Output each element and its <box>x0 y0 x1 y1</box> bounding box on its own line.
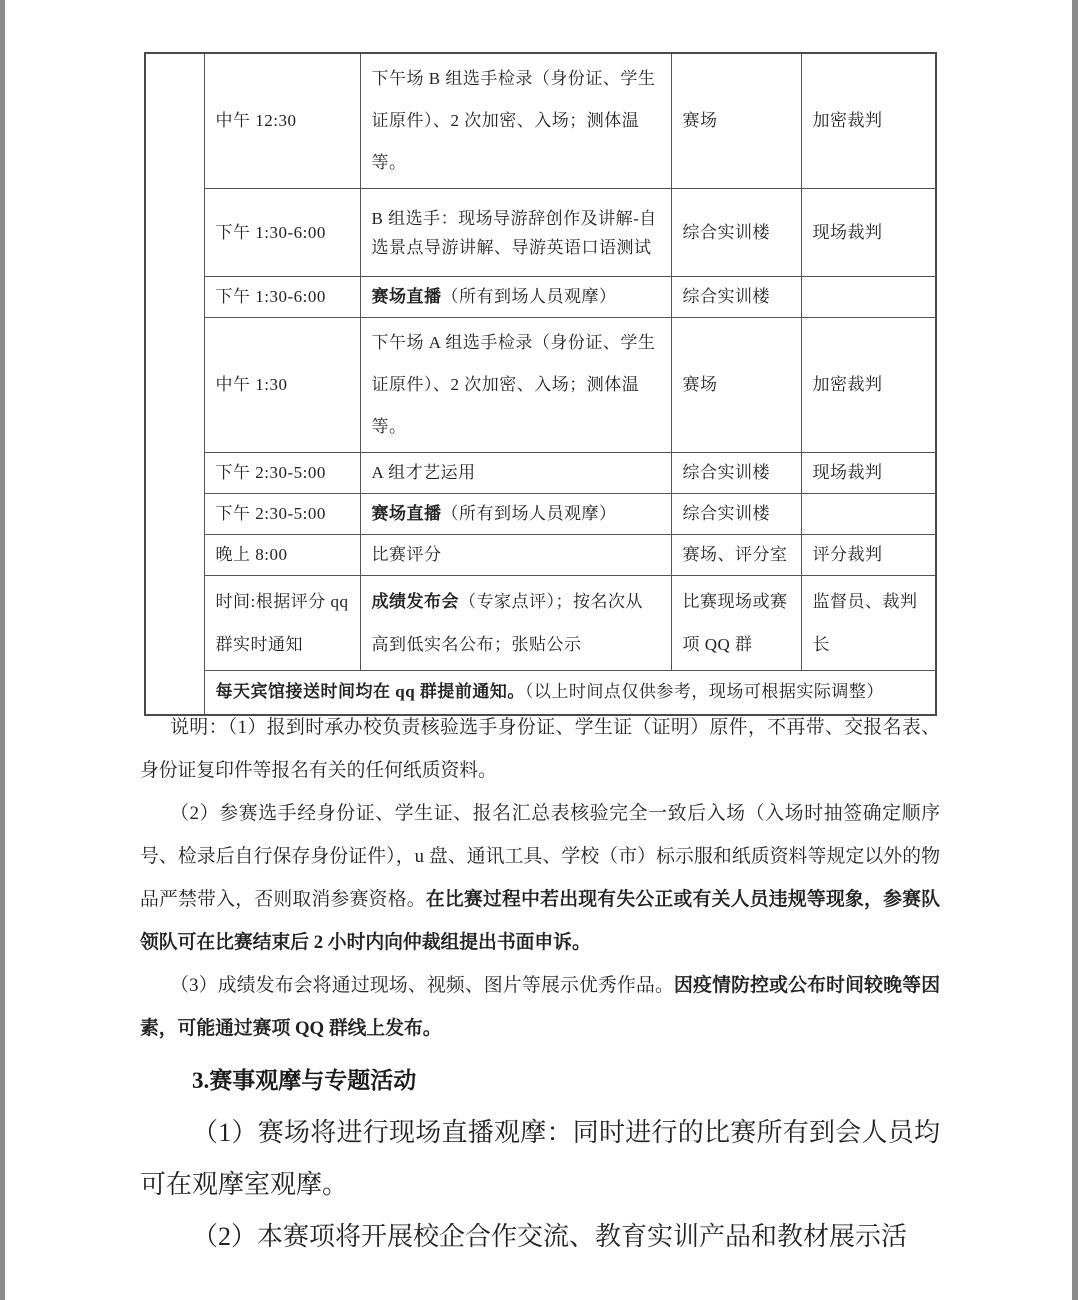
judge-cell <box>801 494 936 535</box>
text: 下午场 B 组选手检录（身份证、学生证原件）、2 次加密、入场；测体温等。 <box>371 69 656 172</box>
time-cell: 中午 1:30 <box>204 318 360 453</box>
time-cell: 中午 12:30 <box>204 53 360 189</box>
judge-cell <box>801 277 936 318</box>
time-cell: 下午 1:30-6:00 <box>204 189 360 277</box>
activity-cell <box>360 53 671 189</box>
judge-cell: 加密裁判 <box>801 53 936 189</box>
table-row <box>145 535 936 576</box>
time-cell: 下午 2:30-5:00 <box>204 453 360 494</box>
text: （2）参赛选手经身份证、学生证、报名汇总表核验完全一致后入场（入场时抽签确定顺序号、检录后自行保存身份证件），u 盘、通讯工具、学校（市）标示服和纸质资料等规定以外的物品严禁带入，否则取消参赛资格。 <box>140 803 940 910</box>
table-row <box>145 53 936 189</box>
judge-cell: 监督员、裁判长 <box>801 576 936 671</box>
location-cell: 综合实训楼 <box>671 494 801 535</box>
table-row <box>145 189 936 277</box>
activity-cell <box>360 277 671 318</box>
right-edge-bar <box>1072 0 1078 1300</box>
notes <box>140 706 940 1050</box>
text: A 组才艺运用 <box>371 463 476 482</box>
activity-cell <box>360 535 671 576</box>
text: （3）成绩发布会将通过现场、视频、图片等展示优秀作品。 <box>170 975 675 996</box>
activity-cell <box>360 318 671 453</box>
section-heading: 3.赛事观摩与专题活动 <box>192 1068 417 1093</box>
bold-text: 赛场直播 <box>371 504 442 523</box>
text: 说明：（1）报到时承办校负责核验选手身份证、学生证（证明）原件，不再带、交报名表、身份证复印件等报名有关的任何纸质资料。 <box>140 717 940 781</box>
judge-cell: 评分裁判 <box>801 535 936 576</box>
merged-left-cell <box>145 53 204 715</box>
table-row <box>145 318 936 453</box>
text: （以上时间点仅供参考，现场可根据实际调整） <box>524 682 884 702</box>
text: （所有到场人员观摩） <box>441 287 617 306</box>
text: （所有到场人员观摩） <box>441 504 617 523</box>
location-cell: 综合实训楼 <box>671 277 801 318</box>
schedule-table-body <box>145 53 936 715</box>
judge-cell: 现场裁判 <box>801 453 936 494</box>
bold-text: 每天宾馆接送时间均在 qq 群提前通知。 <box>215 682 525 702</box>
bold-text: 成绩发布会 <box>371 592 459 611</box>
location-cell: 综合实训楼 <box>671 453 801 494</box>
judge-cell: 现场裁判 <box>801 189 936 277</box>
location-cell: 赛场 <box>671 318 801 453</box>
activity-cell <box>360 576 671 671</box>
activity-cell <box>360 494 671 535</box>
activity-cell <box>360 189 671 277</box>
time-cell: 下午 1:30-6:00 <box>204 277 360 318</box>
left-edge-bar <box>0 0 5 1300</box>
bold-text: 赛场直播 <box>371 287 442 306</box>
table-row <box>145 277 936 318</box>
table-row <box>145 453 936 494</box>
table-row <box>145 576 936 671</box>
location-cell: 赛场 <box>671 53 801 189</box>
note-paragraph <box>140 706 940 792</box>
time-cell: 下午 2:30-5:00 <box>204 494 360 535</box>
table-row <box>145 494 936 535</box>
section-paragraphs <box>140 1107 940 1263</box>
time-cell: 时间:根据评分 qq 群实时通知 <box>204 576 360 671</box>
text: B 组选手：现场导游辞创作及讲解-自选景点导游讲解、导游英语口语测试 <box>371 208 657 257</box>
section-paragraph: （2）本赛项将开展校企合作交流、教育实训产品和教材展示活 <box>192 1222 908 1251</box>
text: （专家点评）；按名次从高到低实名公布；张贴公示 <box>371 592 643 654</box>
time-cell: 晚上 8:00 <box>204 535 360 576</box>
bold-text: 因疫情防控或公布时间较晚等因素，可能通过赛项 QQ 群线上发布。 <box>140 975 941 1039</box>
judge-cell: 加密裁判 <box>801 318 936 453</box>
location-cell: 比赛现场或赛项 QQ 群 <box>671 576 801 671</box>
activity-cell <box>360 453 671 494</box>
text: 比赛评分 <box>371 545 442 564</box>
location-cell: 综合实训楼 <box>671 189 801 277</box>
bold-text: 在比赛过程中若出现有失公正或有关人员违规等现象，参赛队领队可在比赛结束后 2 小时内向仲裁组提出书面申诉。 <box>140 889 940 953</box>
note-paragraph <box>140 964 940 1050</box>
location-cell: 赛场、评分室 <box>671 535 801 576</box>
schedule-table <box>144 52 937 716</box>
text: 下午场 A 组选手检录（身份证、学生证原件）、2 次加密、入场；测体温等。 <box>371 333 656 436</box>
note-paragraph <box>140 792 940 964</box>
section-paragraph: （1）赛场将进行现场直播观摩：同时进行的比赛所有到会人员均可在观摩室观摩。 <box>140 1118 940 1199</box>
